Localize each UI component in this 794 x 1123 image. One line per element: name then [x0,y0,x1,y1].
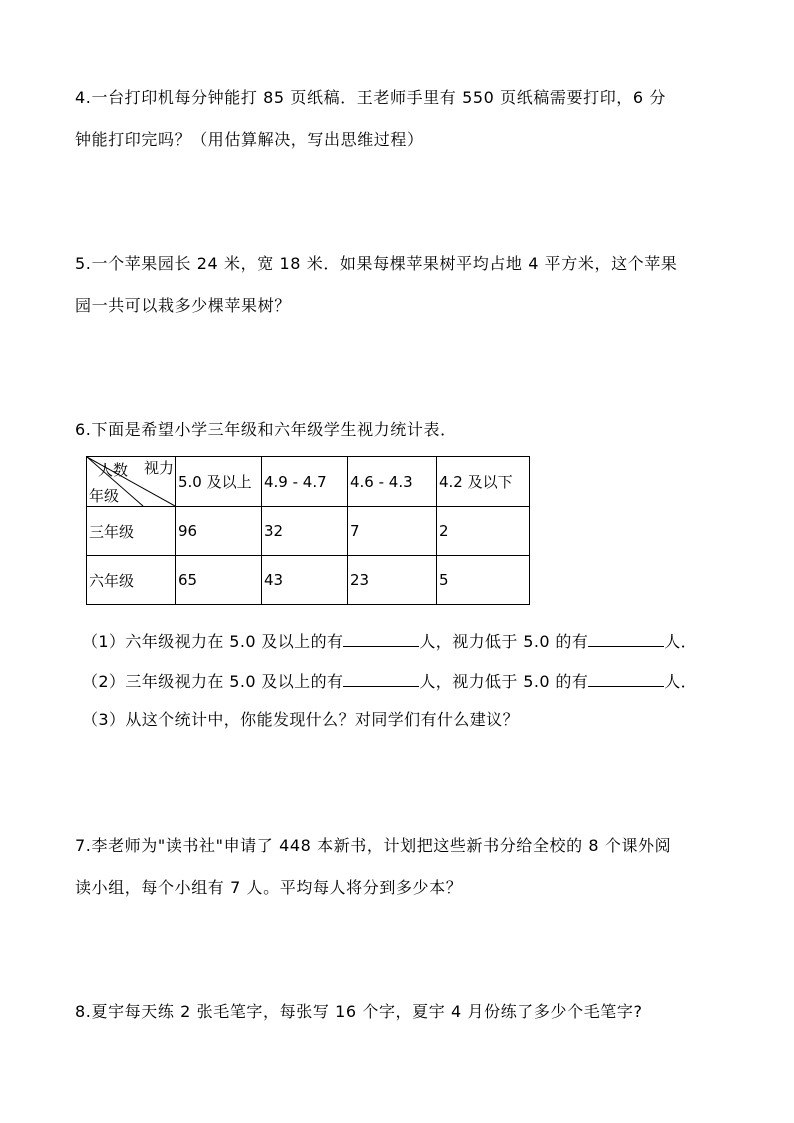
answer-blank[interactable] [343,628,419,647]
value-cell: 23 [348,556,437,605]
sub-question-1-prefix: （1）六年级视力在 5.0 及以上的有 [82,632,344,651]
corner-label-people: 人数 [98,461,129,479]
value-cell: 43 [262,556,348,605]
question-6 [75,418,725,442]
question-8 [75,1000,725,1024]
value-cell: 65 [176,556,262,605]
question-7-line-2: 读小组，每个小组有 7 人。平均每人将分到多少本？ [75,878,463,897]
question-7 [75,834,725,900]
value-cell: 7 [348,507,437,556]
header-cell: 4.6 - 4.3 [348,457,437,507]
sub-question-2-suffix: 人． [664,672,698,691]
header-cell: 4.2 及以下 [437,457,530,507]
question-4-line-1: 4.一台打印机每分钟能打 85 页纸稿．王老师手里有 550 页纸稿需要打印，6 分 [75,88,666,107]
value-cell: 32 [262,507,348,556]
question-7-line-1: 7.李老师为"读书社"申请了 448 本新书，计划把这些新书分给全校的 8 个课外阅 [75,836,672,855]
answer-blank[interactable] [343,668,419,687]
diagonal-header-cell [87,457,176,507]
question-8-line-1: 8.夏宇每天练 2 张毛笔字，每张写 16 个字，夏宇 4 月份练了多少个毛笔字? [75,1002,643,1021]
answer-blank[interactable] [588,668,664,687]
table-row [87,556,530,605]
grade-cell: 六年级 [87,556,176,605]
sub-question-3 [82,708,519,732]
question-4-line-2: 钟能打印完吗？（用估算解决，写出思维过程） [75,130,424,149]
sub-question-1-suffix: 人． [664,632,698,651]
sub-question-2-middle: 人，视力低于 5.0 的有 [419,672,589,691]
value-cell: 96 [176,507,262,556]
sub-question-1-middle: 人，视力低于 5.0 的有 [419,632,589,651]
answer-blank[interactable] [588,628,664,647]
table-row [87,507,530,556]
question-6-intro: 6.下面是希望小学三年级和六年级学生视力统计表． [75,420,457,439]
table-header-row [87,457,530,507]
sub-question-2-prefix: （2）三年级视力在 5.0 及以上的有 [82,672,344,691]
question-4 [75,86,725,152]
header-cell: 4.9 - 4.7 [262,457,348,507]
sub-question-2 [82,668,697,694]
sub-question-3-text: （3）从这个统计中，你能发现什么？对同学们有什么建议？ [82,710,519,729]
corner-label-vision: 视力 [143,459,174,477]
vision-statistics-table [86,456,530,605]
header-cell: 5.0 及以上 [176,457,262,507]
question-5-line-1: 5.一个苹果园长 24 米，宽 18 米．如果每棵苹果树平均占地 4 平方米，这个苹果 [75,254,678,273]
question-5-line-2: 园一共可以栽多少棵苹果树？ [75,296,291,315]
grade-cell: 三年级 [87,507,176,556]
corner-label-grade: 年级 [89,487,120,505]
value-cell: 5 [437,556,530,605]
value-cell: 2 [437,507,530,556]
question-5 [75,252,725,318]
sub-question-1 [82,628,697,654]
